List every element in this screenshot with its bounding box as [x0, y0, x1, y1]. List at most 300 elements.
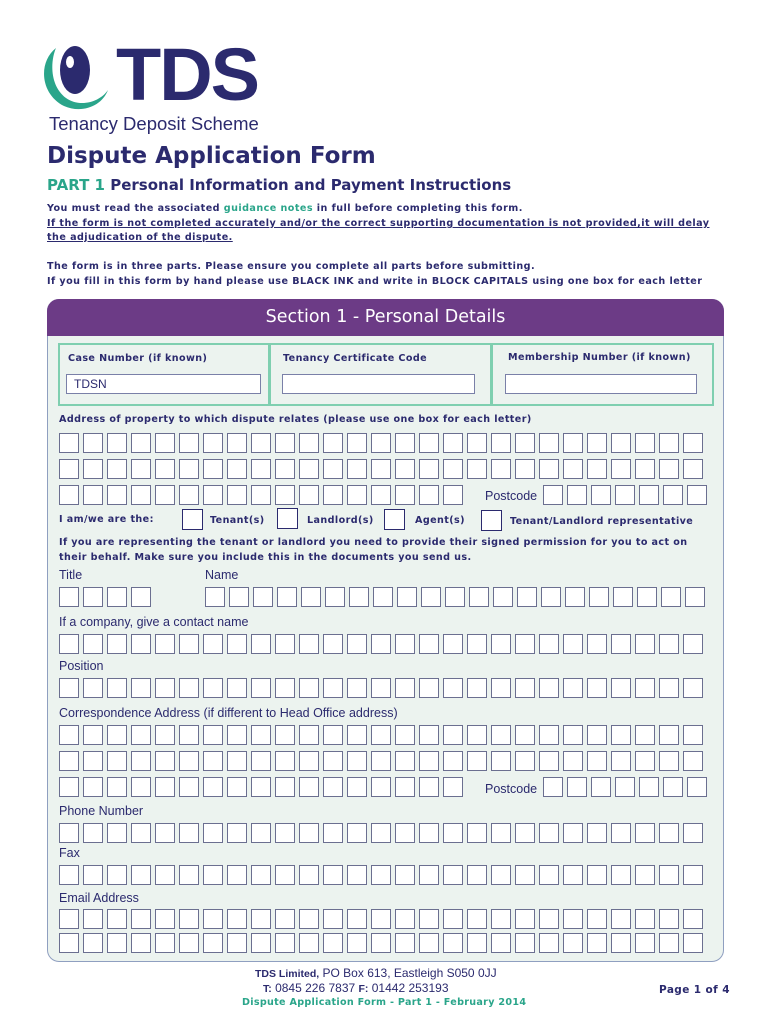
letter-box[interactable] — [107, 634, 127, 654]
letter-box[interactable] — [371, 725, 391, 745]
letter-box[interactable] — [155, 823, 175, 843]
letter-box[interactable] — [275, 485, 295, 505]
letter-box[interactable] — [347, 823, 367, 843]
letter-box[interactable] — [659, 433, 679, 453]
letter-box[interactable] — [443, 933, 463, 953]
letter-box[interactable] — [683, 634, 703, 654]
correspondence-address-row-2[interactable] — [59, 751, 703, 771]
letter-box[interactable] — [587, 909, 607, 929]
letter-box[interactable] — [611, 433, 631, 453]
letter-box[interactable] — [251, 865, 271, 885]
letter-box[interactable] — [589, 587, 609, 607]
letter-box[interactable] — [539, 634, 559, 654]
letter-box[interactable] — [155, 433, 175, 453]
letter-box[interactable] — [563, 909, 583, 929]
letter-box[interactable] — [131, 725, 151, 745]
letter-box[interactable] — [59, 933, 79, 953]
letter-box[interactable] — [325, 587, 345, 607]
letter-box[interactable] — [687, 777, 707, 797]
letter-box[interactable] — [515, 459, 535, 479]
letter-box[interactable] — [539, 823, 559, 843]
letter-box[interactable] — [587, 634, 607, 654]
agent-checkbox[interactable] — [384, 509, 405, 530]
letter-box[interactable] — [543, 777, 563, 797]
letter-box[interactable] — [515, 678, 535, 698]
email-row-1[interactable] — [59, 909, 703, 929]
letter-box[interactable] — [395, 751, 415, 771]
letter-box[interactable] — [683, 909, 703, 929]
letter-box[interactable] — [107, 433, 127, 453]
letter-box[interactable] — [395, 777, 415, 797]
letter-box[interactable] — [587, 823, 607, 843]
letter-box[interactable] — [299, 933, 319, 953]
letter-box[interactable] — [59, 634, 79, 654]
letter-box[interactable] — [347, 725, 367, 745]
letter-box[interactable] — [683, 751, 703, 771]
letter-box[interactable] — [301, 587, 321, 607]
email-row-2[interactable] — [59, 933, 703, 953]
letter-box[interactable] — [275, 777, 295, 797]
letter-box[interactable] — [563, 751, 583, 771]
letter-box[interactable] — [371, 751, 391, 771]
letter-box[interactable] — [83, 751, 103, 771]
letter-box[interactable] — [299, 634, 319, 654]
letter-box[interactable] — [395, 678, 415, 698]
letter-box[interactable] — [251, 634, 271, 654]
letter-box[interactable] — [371, 634, 391, 654]
letter-box[interactable] — [659, 634, 679, 654]
letter-box[interactable] — [277, 587, 297, 607]
letter-box[interactable] — [469, 587, 489, 607]
letter-box[interactable] — [131, 485, 151, 505]
letter-box[interactable] — [59, 587, 79, 607]
letter-box[interactable] — [347, 634, 367, 654]
letter-box[interactable] — [467, 933, 487, 953]
letter-box[interactable] — [443, 433, 463, 453]
letter-box[interactable] — [683, 433, 703, 453]
letter-box[interactable] — [683, 725, 703, 745]
letter-box[interactable] — [347, 933, 367, 953]
letter-box[interactable] — [131, 865, 151, 885]
letter-box[interactable] — [323, 777, 343, 797]
letter-box[interactable] — [539, 678, 559, 698]
letter-box[interactable] — [323, 678, 343, 698]
letter-box[interactable] — [131, 634, 151, 654]
letter-box[interactable] — [467, 459, 487, 479]
letter-box[interactable] — [323, 485, 343, 505]
property-address-row-2[interactable] — [59, 459, 703, 479]
letter-box[interactable] — [539, 909, 559, 929]
letter-box[interactable] — [419, 459, 439, 479]
letter-box[interactable] — [323, 725, 343, 745]
letter-box[interactable] — [491, 634, 511, 654]
letter-box[interactable] — [467, 865, 487, 885]
letter-box[interactable] — [251, 725, 271, 745]
letter-box[interactable] — [347, 865, 367, 885]
letter-box[interactable] — [299, 725, 319, 745]
letter-box[interactable] — [443, 678, 463, 698]
letter-box[interactable] — [419, 678, 439, 698]
letter-box[interactable] — [83, 823, 103, 843]
letter-box[interactable] — [347, 433, 367, 453]
guidance-notes-link[interactable]: guidance notes — [223, 203, 313, 214]
letter-box[interactable] — [563, 823, 583, 843]
letter-box[interactable] — [635, 823, 655, 843]
letter-box[interactable] — [347, 459, 367, 479]
letter-box[interactable] — [539, 725, 559, 745]
letter-box[interactable] — [107, 865, 127, 885]
letter-box[interactable] — [83, 678, 103, 698]
letter-box[interactable] — [203, 459, 223, 479]
letter-box[interactable] — [587, 865, 607, 885]
letter-box[interactable] — [565, 587, 585, 607]
letter-box[interactable] — [611, 823, 631, 843]
letter-box[interactable] — [131, 933, 151, 953]
letter-box[interactable] — [347, 909, 367, 929]
letter-box[interactable] — [663, 485, 683, 505]
letter-box[interactable] — [539, 433, 559, 453]
letter-box[interactable] — [515, 933, 535, 953]
letter-box[interactable] — [683, 823, 703, 843]
letter-box[interactable] — [419, 751, 439, 771]
letter-box[interactable] — [467, 634, 487, 654]
letter-box[interactable] — [83, 909, 103, 929]
letter-box[interactable] — [299, 777, 319, 797]
letter-box[interactable] — [515, 751, 535, 771]
letter-box[interactable] — [349, 587, 369, 607]
letter-box[interactable] — [83, 634, 103, 654]
letter-box[interactable] — [179, 634, 199, 654]
letter-box[interactable] — [395, 433, 415, 453]
letter-box[interactable] — [659, 823, 679, 843]
letter-box[interactable] — [395, 459, 415, 479]
letter-box[interactable] — [227, 909, 247, 929]
letter-box[interactable] — [635, 725, 655, 745]
letter-box[interactable] — [491, 725, 511, 745]
letter-box[interactable] — [371, 865, 391, 885]
letter-box[interactable] — [131, 459, 151, 479]
letter-box[interactable] — [155, 751, 175, 771]
letter-box[interactable] — [107, 587, 127, 607]
letter-box[interactable] — [635, 865, 655, 885]
letter-box[interactable] — [371, 777, 391, 797]
letter-box[interactable] — [59, 751, 79, 771]
letter-box[interactable] — [615, 777, 635, 797]
letter-box[interactable] — [251, 751, 271, 771]
correspondence-address-row-3[interactable] — [59, 777, 463, 797]
letter-box[interactable] — [539, 751, 559, 771]
letter-box[interactable] — [275, 823, 295, 843]
letter-box[interactable] — [419, 725, 439, 745]
letter-box[interactable] — [83, 459, 103, 479]
letter-box[interactable] — [299, 433, 319, 453]
letter-box[interactable] — [587, 433, 607, 453]
letter-box[interactable] — [567, 777, 587, 797]
letter-box[interactable] — [563, 459, 583, 479]
letter-box[interactable] — [515, 725, 535, 745]
letter-box[interactable] — [59, 459, 79, 479]
letter-box[interactable] — [443, 634, 463, 654]
letter-box[interactable] — [59, 823, 79, 843]
letter-box[interactable] — [659, 933, 679, 953]
correspondence-postcode-boxes[interactable] — [543, 777, 707, 797]
letter-box[interactable] — [443, 865, 463, 885]
letter-box[interactable] — [179, 678, 199, 698]
letter-box[interactable] — [203, 865, 223, 885]
letter-box[interactable] — [203, 433, 223, 453]
letter-box[interactable] — [491, 433, 511, 453]
letter-box[interactable] — [205, 587, 225, 607]
letter-box[interactable] — [443, 725, 463, 745]
letter-box[interactable] — [611, 459, 631, 479]
letter-box[interactable] — [59, 678, 79, 698]
letter-box[interactable] — [539, 865, 559, 885]
letter-box[interactable] — [421, 587, 441, 607]
letter-box[interactable] — [491, 751, 511, 771]
letter-box[interactable] — [107, 725, 127, 745]
letter-box[interactable] — [229, 587, 249, 607]
letter-box[interactable] — [687, 485, 707, 505]
letter-box[interactable] — [155, 725, 175, 745]
letter-box[interactable] — [635, 634, 655, 654]
letter-box[interactable] — [563, 678, 583, 698]
letter-box[interactable] — [179, 725, 199, 745]
letter-box[interactable] — [443, 777, 463, 797]
letter-box[interactable] — [443, 909, 463, 929]
letter-box[interactable] — [443, 485, 463, 505]
letter-box[interactable] — [467, 823, 487, 843]
letter-box[interactable] — [299, 823, 319, 843]
letter-box[interactable] — [347, 678, 367, 698]
letter-box[interactable] — [635, 909, 655, 929]
letter-box[interactable] — [539, 933, 559, 953]
letter-box[interactable] — [83, 485, 103, 505]
letter-box[interactable] — [251, 933, 271, 953]
letter-box[interactable] — [395, 933, 415, 953]
letter-box[interactable] — [347, 751, 367, 771]
letter-box[interactable] — [563, 933, 583, 953]
letter-box[interactable] — [659, 751, 679, 771]
letter-box[interactable] — [323, 433, 343, 453]
letter-box[interactable] — [83, 777, 103, 797]
letter-box[interactable] — [611, 678, 631, 698]
letter-box[interactable] — [611, 933, 631, 953]
case-number-input[interactable]: TDSN — [66, 374, 261, 394]
letter-box[interactable] — [371, 459, 391, 479]
letter-box[interactable] — [467, 725, 487, 745]
letter-box[interactable] — [227, 933, 247, 953]
letter-box[interactable] — [587, 678, 607, 698]
letter-box[interactable] — [227, 865, 247, 885]
phone-boxes[interactable] — [59, 823, 703, 843]
letter-box[interactable] — [419, 485, 439, 505]
letter-box[interactable] — [611, 865, 631, 885]
letter-box[interactable] — [659, 865, 679, 885]
letter-box[interactable] — [179, 485, 199, 505]
letter-box[interactable] — [275, 725, 295, 745]
letter-box[interactable] — [155, 777, 175, 797]
letter-box[interactable] — [491, 459, 511, 479]
letter-box[interactable] — [563, 634, 583, 654]
letter-box[interactable] — [107, 777, 127, 797]
correspondence-address-row-1[interactable] — [59, 725, 703, 745]
letter-box[interactable] — [203, 823, 223, 843]
letter-box[interactable] — [251, 909, 271, 929]
letter-box[interactable] — [227, 751, 247, 771]
letter-box[interactable] — [611, 909, 631, 929]
letter-box[interactable] — [179, 933, 199, 953]
letter-box[interactable] — [107, 485, 127, 505]
letter-box[interactable] — [587, 751, 607, 771]
letter-box[interactable] — [515, 909, 535, 929]
letter-box[interactable] — [59, 909, 79, 929]
landlord-checkbox[interactable] — [277, 508, 298, 529]
letter-box[interactable] — [203, 725, 223, 745]
letter-box[interactable] — [155, 865, 175, 885]
letter-box[interactable] — [611, 751, 631, 771]
letter-box[interactable] — [203, 933, 223, 953]
letter-box[interactable] — [83, 865, 103, 885]
letter-box[interactable] — [107, 751, 127, 771]
letter-box[interactable] — [275, 459, 295, 479]
letter-box[interactable] — [395, 865, 415, 885]
letter-box[interactable] — [659, 678, 679, 698]
letter-box[interactable] — [179, 751, 199, 771]
letter-box[interactable] — [179, 909, 199, 929]
letter-box[interactable] — [683, 865, 703, 885]
letter-box[interactable] — [563, 865, 583, 885]
letter-box[interactable] — [613, 587, 633, 607]
letter-box[interactable] — [227, 678, 247, 698]
letter-box[interactable] — [467, 433, 487, 453]
letter-box[interactable] — [515, 634, 535, 654]
letter-box[interactable] — [179, 823, 199, 843]
letter-box[interactable] — [59, 725, 79, 745]
letter-box[interactable] — [443, 459, 463, 479]
letter-box[interactable] — [131, 823, 151, 843]
letter-box[interactable] — [395, 634, 415, 654]
letter-box[interactable] — [491, 933, 511, 953]
letter-box[interactable] — [131, 751, 151, 771]
letter-box[interactable] — [443, 751, 463, 771]
letter-box[interactable] — [493, 587, 513, 607]
fax-boxes[interactable] — [59, 865, 703, 885]
letter-box[interactable] — [251, 777, 271, 797]
letter-box[interactable] — [611, 634, 631, 654]
letter-box[interactable] — [251, 459, 271, 479]
letter-box[interactable] — [323, 823, 343, 843]
letter-box[interactable] — [491, 909, 511, 929]
letter-box[interactable] — [371, 823, 391, 843]
letter-box[interactable] — [591, 485, 611, 505]
property-postcode-boxes[interactable] — [543, 485, 707, 505]
certificate-code-input[interactable] — [282, 374, 475, 394]
letter-box[interactable] — [395, 725, 415, 745]
letter-box[interactable] — [323, 459, 343, 479]
tenant-checkbox[interactable] — [182, 509, 203, 530]
representative-checkbox[interactable] — [481, 510, 502, 531]
position-boxes[interactable] — [59, 678, 703, 698]
letter-box[interactable] — [155, 634, 175, 654]
letter-box[interactable] — [203, 751, 223, 771]
letter-box[interactable] — [661, 587, 681, 607]
letter-box[interactable] — [515, 823, 535, 843]
letter-box[interactable] — [107, 909, 127, 929]
letter-box[interactable] — [83, 587, 103, 607]
letter-box[interactable] — [251, 678, 271, 698]
letter-box[interactable] — [107, 823, 127, 843]
letter-box[interactable] — [659, 459, 679, 479]
letter-box[interactable] — [323, 909, 343, 929]
letter-box[interactable] — [419, 933, 439, 953]
letter-box[interactable] — [639, 485, 659, 505]
letter-box[interactable] — [419, 777, 439, 797]
letter-box[interactable] — [83, 933, 103, 953]
letter-box[interactable] — [107, 678, 127, 698]
letter-box[interactable] — [419, 823, 439, 843]
letter-box[interactable] — [203, 909, 223, 929]
letter-box[interactable] — [467, 751, 487, 771]
letter-box[interactable] — [635, 751, 655, 771]
letter-box[interactable] — [299, 485, 319, 505]
letter-box[interactable] — [611, 725, 631, 745]
letter-box[interactable] — [587, 725, 607, 745]
letter-box[interactable] — [567, 485, 587, 505]
letter-box[interactable] — [663, 777, 683, 797]
letter-box[interactable] — [227, 459, 247, 479]
letter-box[interactable] — [155, 678, 175, 698]
letter-box[interactable] — [517, 587, 537, 607]
letter-box[interactable] — [227, 823, 247, 843]
property-address-row-3[interactable] — [59, 485, 463, 505]
letter-box[interactable] — [131, 433, 151, 453]
title-boxes[interactable] — [59, 587, 151, 607]
letter-box[interactable] — [419, 433, 439, 453]
letter-box[interactable] — [131, 587, 151, 607]
letter-box[interactable] — [419, 865, 439, 885]
letter-box[interactable] — [443, 823, 463, 843]
letter-box[interactable] — [203, 485, 223, 505]
letter-box[interactable] — [227, 634, 247, 654]
letter-box[interactable] — [179, 777, 199, 797]
letter-box[interactable] — [563, 725, 583, 745]
letter-box[interactable] — [275, 865, 295, 885]
letter-box[interactable] — [155, 909, 175, 929]
letter-box[interactable] — [59, 865, 79, 885]
letter-box[interactable] — [275, 634, 295, 654]
company-contact-boxes[interactable] — [59, 634, 703, 654]
letter-box[interactable] — [395, 485, 415, 505]
letter-box[interactable] — [275, 909, 295, 929]
letter-box[interactable] — [275, 751, 295, 771]
letter-box[interactable] — [299, 909, 319, 929]
letter-box[interactable] — [635, 933, 655, 953]
letter-box[interactable] — [251, 485, 271, 505]
letter-box[interactable] — [83, 725, 103, 745]
letter-box[interactable] — [491, 865, 511, 885]
letter-box[interactable] — [275, 433, 295, 453]
letter-box[interactable] — [371, 909, 391, 929]
letter-box[interactable] — [371, 485, 391, 505]
letter-box[interactable] — [587, 459, 607, 479]
letter-box[interactable] — [323, 865, 343, 885]
letter-box[interactable] — [419, 909, 439, 929]
letter-box[interactable] — [491, 823, 511, 843]
letter-box[interactable] — [591, 777, 611, 797]
letter-box[interactable] — [59, 777, 79, 797]
letter-box[interactable] — [587, 933, 607, 953]
letter-box[interactable] — [323, 933, 343, 953]
